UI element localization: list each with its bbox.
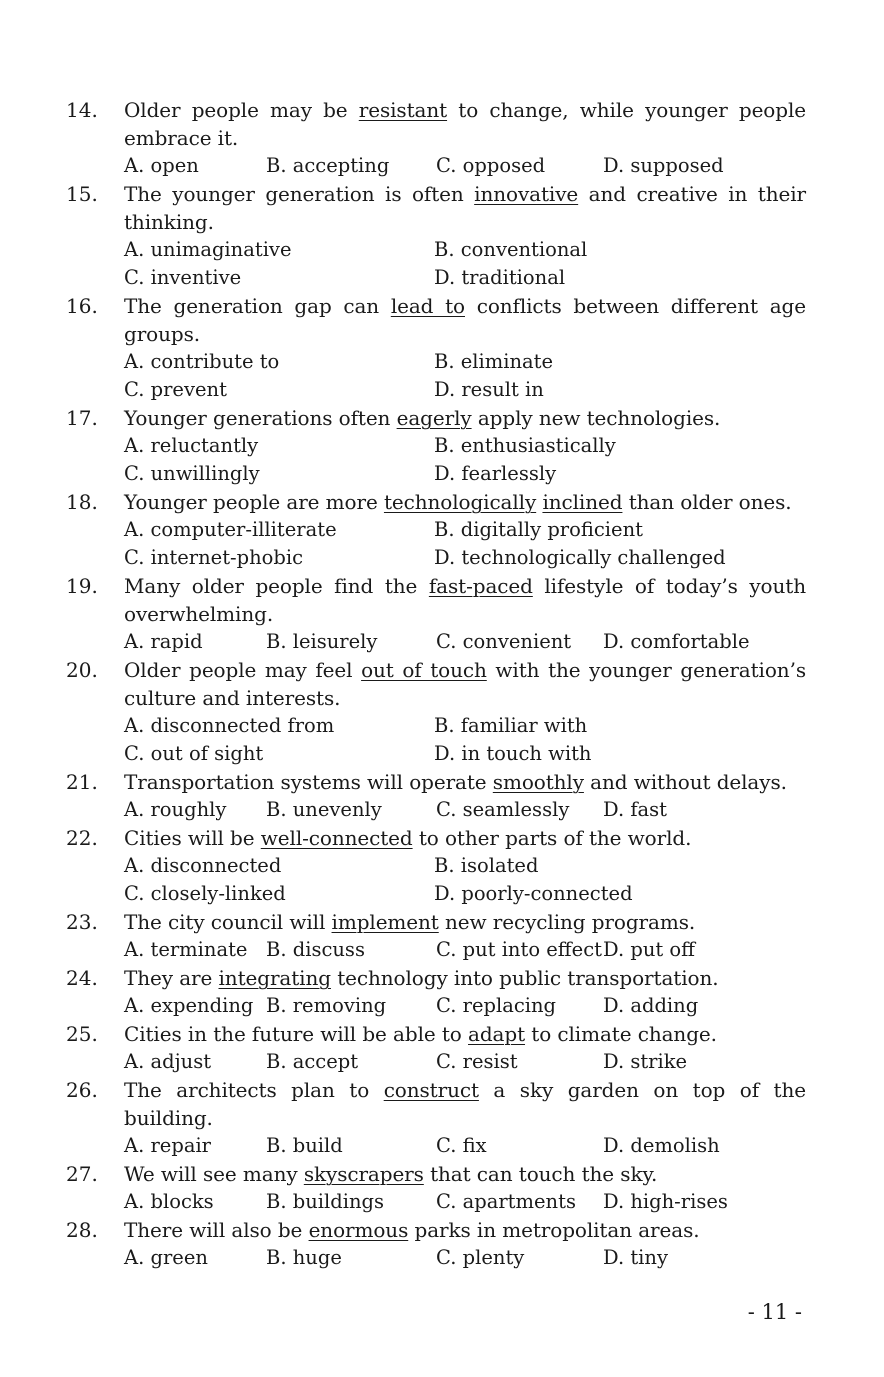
question-number: 15. bbox=[66, 182, 98, 206]
question-stem bbox=[124, 824, 806, 852]
underlined-word: technologically bbox=[383, 490, 537, 514]
stem-text: conflicts between different age groups. bbox=[124, 294, 806, 346]
question-item bbox=[66, 572, 806, 656]
answer-option: C. resist bbox=[436, 1050, 518, 1073]
answer-option: C. out of sight bbox=[124, 742, 264, 765]
underlined-word: integrating bbox=[218, 966, 331, 990]
answer-option: A. unimaginative bbox=[124, 238, 292, 261]
answer-option: C. opposed bbox=[436, 154, 546, 177]
answer-option: A. blocks bbox=[124, 1190, 214, 1213]
answer-option: D. demolish bbox=[603, 1134, 720, 1157]
answer-option: B. removing bbox=[266, 994, 387, 1017]
stem-text: The generation gap can bbox=[124, 294, 391, 318]
underlined-word: smoothly bbox=[492, 770, 584, 794]
question-number: 23. bbox=[66, 910, 98, 934]
question-body bbox=[124, 96, 806, 180]
stem-text: Cities in the future will be able to bbox=[124, 1022, 469, 1046]
question-number: 20. bbox=[66, 658, 98, 682]
answer-options bbox=[124, 1188, 806, 1216]
answer-option: B. accepting bbox=[266, 154, 390, 177]
answer-option: D. traditional bbox=[434, 266, 566, 289]
answer-option: D. fast bbox=[603, 798, 668, 821]
answer-option: C. put into effect bbox=[436, 938, 602, 961]
stem-text: lifestyle of today’s youth overwhelming. bbox=[124, 574, 806, 626]
stem-text: Transportation systems will operate bbox=[124, 770, 493, 794]
question-body bbox=[124, 1020, 806, 1076]
answer-option: B. eliminate bbox=[434, 350, 554, 373]
answer-options bbox=[124, 516, 806, 572]
stem-text: and creative in their thinking. bbox=[124, 182, 806, 234]
stem-text: Many older people find the bbox=[124, 574, 429, 598]
answer-option: A. computer-illiterate bbox=[124, 518, 337, 541]
stem-text: that can touch the sky. bbox=[423, 1162, 658, 1186]
underlined-word: well-connected bbox=[260, 826, 413, 850]
question-list bbox=[66, 96, 806, 1272]
question-body bbox=[124, 488, 806, 572]
question-item bbox=[66, 768, 806, 824]
question-body bbox=[124, 1076, 806, 1160]
answer-option: B. conventional bbox=[434, 238, 588, 261]
question-number: 18. bbox=[66, 490, 98, 514]
stem-text: The city council will bbox=[124, 910, 332, 934]
question-number: 28. bbox=[66, 1218, 98, 1242]
stem-text: to other parts of the world. bbox=[412, 826, 692, 850]
question-stem bbox=[124, 964, 806, 992]
question-number: 16. bbox=[66, 294, 98, 318]
answer-option: B. unevenly bbox=[266, 798, 382, 821]
stem-text: They are bbox=[124, 966, 219, 990]
question-item bbox=[66, 1076, 806, 1160]
question-item bbox=[66, 656, 806, 768]
question-item bbox=[66, 96, 806, 180]
question-item bbox=[66, 964, 806, 1020]
answer-options bbox=[124, 1132, 806, 1160]
stem-text: Younger generations often bbox=[124, 406, 397, 430]
question-stem bbox=[124, 180, 806, 236]
answer-option: A. reluctantly bbox=[124, 434, 259, 457]
answer-option: C. closely-linked bbox=[124, 882, 286, 905]
answer-option: B. discuss bbox=[266, 938, 365, 961]
stem-text: apply new technologies. bbox=[471, 406, 721, 430]
stem-text: technology into public transportation. bbox=[330, 966, 719, 990]
answer-option: A. green bbox=[124, 1246, 208, 1269]
question-stem bbox=[124, 488, 806, 516]
answer-options bbox=[124, 712, 806, 768]
answer-option: D. in touch with bbox=[434, 742, 592, 765]
stem-text: The architects plan to bbox=[124, 1078, 384, 1102]
answer-options bbox=[124, 992, 806, 1020]
stem-text: Cities will be bbox=[124, 826, 261, 850]
underlined-word: construct bbox=[383, 1078, 479, 1102]
question-body bbox=[124, 292, 806, 404]
question-item bbox=[66, 488, 806, 572]
question-number: 14. bbox=[66, 98, 98, 122]
answer-option: D. adding bbox=[603, 994, 699, 1017]
answer-option: C. apartments bbox=[436, 1190, 576, 1213]
answer-options bbox=[124, 628, 806, 656]
stem-text: There will also be bbox=[124, 1218, 309, 1242]
answer-option: D. technologically challenged bbox=[434, 546, 726, 569]
answer-option: A. contribute to bbox=[124, 350, 280, 373]
answer-option: D. put off bbox=[603, 938, 696, 961]
question-stem bbox=[124, 292, 806, 348]
underlined-word: adapt bbox=[468, 1022, 526, 1046]
stem-text: to change, while younger people embrace it. bbox=[124, 98, 806, 150]
stem-text: and without delays. bbox=[583, 770, 787, 794]
question-item bbox=[66, 1160, 806, 1216]
answer-option: D. high-rises bbox=[603, 1190, 728, 1213]
answer-options bbox=[124, 432, 806, 488]
underlined-word: lead to bbox=[390, 294, 465, 318]
answer-option: B. digitally proficient bbox=[434, 518, 643, 541]
answer-option: B. huge bbox=[266, 1246, 342, 1269]
answer-option: C. unwillingly bbox=[124, 462, 260, 485]
stem-text: new recycling programs. bbox=[438, 910, 696, 934]
answer-option: A. roughly bbox=[124, 798, 227, 821]
underlined-word: enormous bbox=[308, 1218, 409, 1242]
answer-options bbox=[124, 1244, 806, 1272]
question-stem bbox=[124, 404, 806, 432]
question-body bbox=[124, 656, 806, 768]
stem-text: The younger generation is often bbox=[124, 182, 475, 206]
underlined-word: skyscrapers bbox=[303, 1162, 424, 1186]
answer-option: D. fearlessly bbox=[434, 462, 557, 485]
answer-option: C. replacing bbox=[436, 994, 557, 1017]
question-number: 21. bbox=[66, 770, 98, 794]
question-body bbox=[124, 1160, 806, 1216]
question-stem bbox=[124, 1076, 806, 1132]
answer-option: D. comfortable bbox=[603, 630, 750, 653]
answer-options bbox=[124, 936, 806, 964]
underlined-word: innovative bbox=[474, 182, 579, 206]
stem-text: Older people may be bbox=[124, 98, 359, 122]
question-item bbox=[66, 1216, 806, 1272]
answer-option: D. supposed bbox=[603, 154, 724, 177]
answer-option: D. tiny bbox=[603, 1246, 668, 1269]
question-body bbox=[124, 964, 806, 1020]
stem-text: parks in metropolitan areas. bbox=[408, 1218, 700, 1242]
question-body bbox=[124, 908, 806, 964]
question-stem bbox=[124, 572, 806, 628]
stem-text: Older people may feel bbox=[124, 658, 362, 682]
answer-option: A. repair bbox=[124, 1134, 212, 1157]
question-stem bbox=[124, 908, 806, 936]
stem-text: Younger people are more bbox=[124, 490, 384, 514]
question-item bbox=[66, 908, 806, 964]
question-item bbox=[66, 1020, 806, 1076]
stem-text: than older ones. bbox=[622, 490, 792, 514]
answer-options bbox=[124, 852, 806, 908]
question-number: 25. bbox=[66, 1022, 98, 1046]
question-stem bbox=[124, 768, 806, 796]
answer-option: A. adjust bbox=[124, 1050, 212, 1073]
question-number: 27. bbox=[66, 1162, 98, 1186]
stem-text: with the younger generation’s culture and interests. bbox=[124, 658, 806, 710]
question-number: 22. bbox=[66, 826, 98, 850]
question-stem bbox=[124, 96, 806, 152]
answer-option: B. enthusiastically bbox=[434, 434, 616, 457]
answer-option: C. seamlessly bbox=[436, 798, 570, 821]
question-stem bbox=[124, 1216, 806, 1244]
underlined-word: eagerly bbox=[396, 406, 472, 430]
answer-option: C. convenient bbox=[436, 630, 572, 653]
answer-option: A. rapid bbox=[124, 630, 203, 653]
answer-option: C. fix bbox=[436, 1134, 487, 1157]
answer-option: D. strike bbox=[603, 1050, 688, 1073]
question-body bbox=[124, 404, 806, 488]
stem-text: a sky garden on top of the building. bbox=[124, 1078, 806, 1130]
question-body bbox=[124, 824, 806, 908]
answer-options bbox=[124, 152, 806, 180]
answer-option: A. disconnected bbox=[124, 854, 282, 877]
answer-option: C. inventive bbox=[124, 266, 242, 289]
answer-option: A. expending bbox=[124, 994, 254, 1017]
underlined-word: out of touch bbox=[361, 658, 487, 682]
answer-option: C. plenty bbox=[436, 1246, 525, 1269]
question-stem bbox=[124, 1160, 806, 1188]
answer-option: B. build bbox=[266, 1134, 343, 1157]
stem-text: to climate change. bbox=[525, 1022, 717, 1046]
answer-option: C. prevent bbox=[124, 378, 227, 401]
answer-options bbox=[124, 796, 806, 824]
stem-text: We will see many bbox=[124, 1162, 304, 1186]
question-item bbox=[66, 180, 806, 292]
answer-option: A. terminate bbox=[124, 938, 248, 961]
question-number: 24. bbox=[66, 966, 98, 990]
question-body bbox=[124, 180, 806, 292]
question-stem bbox=[124, 656, 806, 712]
answer-option: B. leisurely bbox=[266, 630, 378, 653]
underlined-word: fast-paced bbox=[428, 574, 533, 598]
answer-option: B. accept bbox=[266, 1050, 359, 1073]
page-number: - 11 - bbox=[747, 1300, 802, 1324]
question-stem bbox=[124, 1020, 806, 1048]
answer-options bbox=[124, 236, 806, 292]
answer-option: C. internet-phobic bbox=[124, 546, 304, 569]
question-number: 19. bbox=[66, 574, 98, 598]
question-body bbox=[124, 768, 806, 824]
answer-option: D. poorly-connected bbox=[434, 882, 633, 905]
answer-options bbox=[124, 1048, 806, 1076]
answer-option: B. buildings bbox=[266, 1190, 385, 1213]
question-item bbox=[66, 404, 806, 488]
answer-option: B. familiar with bbox=[434, 714, 588, 737]
underlined-word: implement bbox=[331, 910, 439, 934]
underlined-word: resistant bbox=[358, 98, 448, 122]
question-number: 26. bbox=[66, 1078, 98, 1102]
question-item bbox=[66, 292, 806, 404]
question-item bbox=[66, 824, 806, 908]
answer-option: A. disconnected from bbox=[124, 714, 335, 737]
answer-option: D. result in bbox=[434, 378, 544, 401]
answer-option: A. open bbox=[124, 154, 199, 177]
question-body bbox=[124, 572, 806, 656]
answer-options bbox=[124, 348, 806, 404]
underlined-word: inclined bbox=[542, 490, 623, 514]
question-body bbox=[124, 1216, 806, 1272]
question-number: 17. bbox=[66, 406, 98, 430]
answer-option: B. isolated bbox=[434, 854, 539, 877]
